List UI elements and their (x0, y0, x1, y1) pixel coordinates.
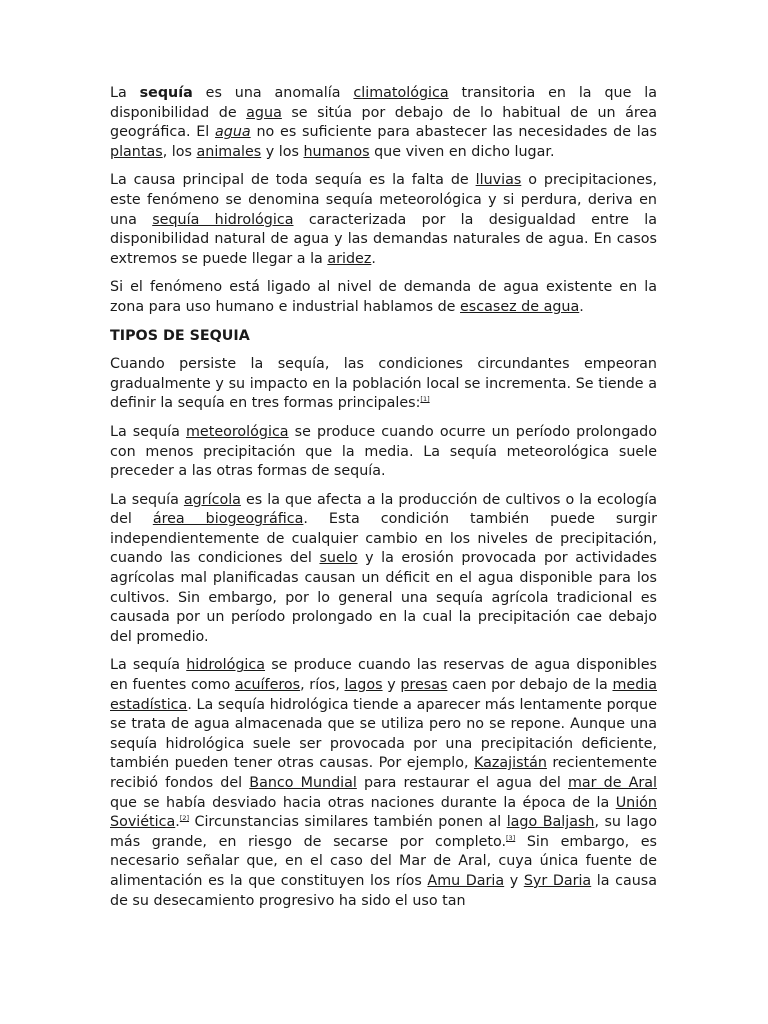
link-acuiferos[interactable]: acuíferos (234, 677, 301, 694)
text-run: no es suficiente para abastecer las necesidades de las (250, 124, 657, 141)
link-hidrologica[interactable]: hidrológica (186, 657, 266, 674)
text-run: , ríos, (300, 677, 345, 694)
text-run: La sequía (110, 423, 186, 440)
paragraph (110, 355, 657, 414)
link-suelo[interactable]: suelo (319, 550, 358, 567)
text-run: Si el fenómeno está ligado al nivel de demanda de agua existente en la zona para uso humano e industrial hablamos de (110, 279, 657, 315)
text-run: recientemente recibió fondos del (110, 755, 657, 791)
text-run: se produce cuando ocurre un período prolongado con menos precipitación que la media. La sequía meteorológica suele preceder a las otras formas de sequía. (110, 423, 657, 480)
link-banco-mundial[interactable]: Banco Mundial (249, 775, 357, 791)
text-run: que viven en dicho lugar. (369, 143, 555, 160)
link-humanos[interactable]: humanos (303, 143, 370, 160)
link-agua[interactable]: agua (215, 124, 251, 141)
reference-link[interactable]: [1] (420, 395, 430, 404)
text-run: transitoria en la que la disponibilidad de (110, 85, 657, 121)
link-sequia-hidrologica[interactable]: sequía hidrológica (152, 211, 294, 228)
link-syr-daria[interactable]: Syr Daria (523, 872, 592, 889)
link-mar-de-aral[interactable]: mar de Aral (567, 775, 658, 791)
text-run: . (175, 814, 180, 831)
section-heading: TIPOS DE SEQUIA (110, 327, 250, 344)
text-run: Circunstancias similares también ponen al (189, 814, 507, 831)
text-run: caracterizada por la desigualdad entre la disponibilidad natural de agua y las demandas naturales de agua. En casos extremos se puede llegar a la (110, 211, 657, 267)
text-run: la causa de su desecamiento progresivo ha sido el uso tan (110, 872, 658, 909)
paragraph (110, 423, 657, 482)
text-run: se sitúa por debajo de lo habitual de un área geográfica. El (110, 104, 657, 141)
link-escasez-de-agua[interactable]: escasez de agua (460, 298, 580, 315)
link-agricola[interactable]: agrícola (183, 491, 241, 508)
text-run: . La sequía hidrológica tiende a aparecer más lentamente porque se trata de agua almacenada que se utiliza pero no se repone. Aunque una sequía hidrológica suele ser provocada por una precipitación deficiente, también pueden tener otras causas. Por ejemplo, (110, 696, 657, 772)
text-run: . (371, 250, 376, 267)
text-run: y la erosión provocada por actividades agrícolas mal planificadas causan un déficit en el agua disponible para los cultivos. Sin embargo, por lo general una sequía agrícola tradicional es causada por un período prolongado en la cual la precipitación cae debajo del promedio. (110, 550, 658, 645)
paragraph (110, 84, 657, 162)
link-climatologica[interactable]: climatológica (353, 85, 449, 101)
link-kazajistan[interactable]: Kazajistán (473, 755, 547, 772)
text-run: es una anomalía (192, 85, 354, 101)
text-run: o precipitaciones, este fenómeno se denomina sequía meteorológica y si perdura, deriva en una (110, 172, 657, 228)
link-lago-baljash[interactable]: lago Baljash (506, 814, 595, 831)
text-run: y (382, 677, 401, 694)
text-run: es la que afecta a la producción de cultivos o la ecología del (110, 491, 657, 528)
text-run: La sequía (110, 657, 187, 674)
text-run: . Esta condición también puede surgir independientemente de cualquier cambio en los niveles de precipitación, cuando las condiciones del (110, 511, 657, 567)
text-run: y los (261, 143, 304, 160)
text-run: que se había desviado hacia otras naciones durante la época de la (110, 794, 616, 811)
paragraph (110, 656, 657, 911)
text-run: Sin embargo, es necesario señalar que, en el caso del Mar de Aral, cuya única fuente de alimentación es la que constituyen los ríos (110, 833, 657, 889)
reference-link[interactable]: [3] (506, 833, 516, 842)
link-lagos[interactable]: lagos (344, 677, 383, 694)
text-run: para restaurar el agua del (356, 775, 568, 791)
paragraph (110, 171, 657, 269)
link-estadistica[interactable]: estadística (110, 696, 188, 713)
link-animales[interactable]: animales (196, 143, 262, 160)
link-meteorologica[interactable]: meteorológica (186, 423, 289, 440)
text-run: y (504, 872, 524, 889)
text-run: , su lago más grande, en riesgo de secarse por completo. (110, 814, 657, 850)
paragraph (110, 278, 657, 317)
text-run: . (579, 298, 584, 315)
link-media[interactable]: media (612, 677, 657, 694)
text-run: La (110, 85, 140, 101)
link-amu-daria[interactable]: Amu Daria (427, 872, 505, 889)
paragraph (110, 491, 657, 648)
text-run: Cuando persiste la sequía, las condiciones circundantes empeoran gradualmente y su impacto en la población local se incrementa. Se tiende a definir la sequía en tres formas principales: (110, 356, 657, 412)
link-lluvias[interactable]: lluvias (475, 172, 522, 189)
text-run: caen por debajo de la (447, 677, 613, 694)
bold-term: sequía (139, 85, 193, 101)
link-presas[interactable]: presas (400, 677, 448, 694)
link-area-biogeografica[interactable]: área biogeográfica (152, 511, 304, 528)
link-plantas[interactable]: plantas (110, 143, 163, 160)
text-run: , los (162, 143, 197, 160)
link-aridez[interactable]: aridez (327, 250, 372, 267)
document-page (110, 84, 657, 920)
text-run: La sequía (110, 491, 184, 508)
text-run: se produce cuando las reservas de agua disponibles en fuentes como (110, 657, 657, 694)
text-run: La causa principal de toda sequía es la falta de (110, 172, 476, 189)
reference-link[interactable]: [2] (179, 814, 190, 823)
link-union-sovietica[interactable]: Unión Soviética (110, 794, 657, 831)
link-agua[interactable]: agua (246, 104, 282, 121)
